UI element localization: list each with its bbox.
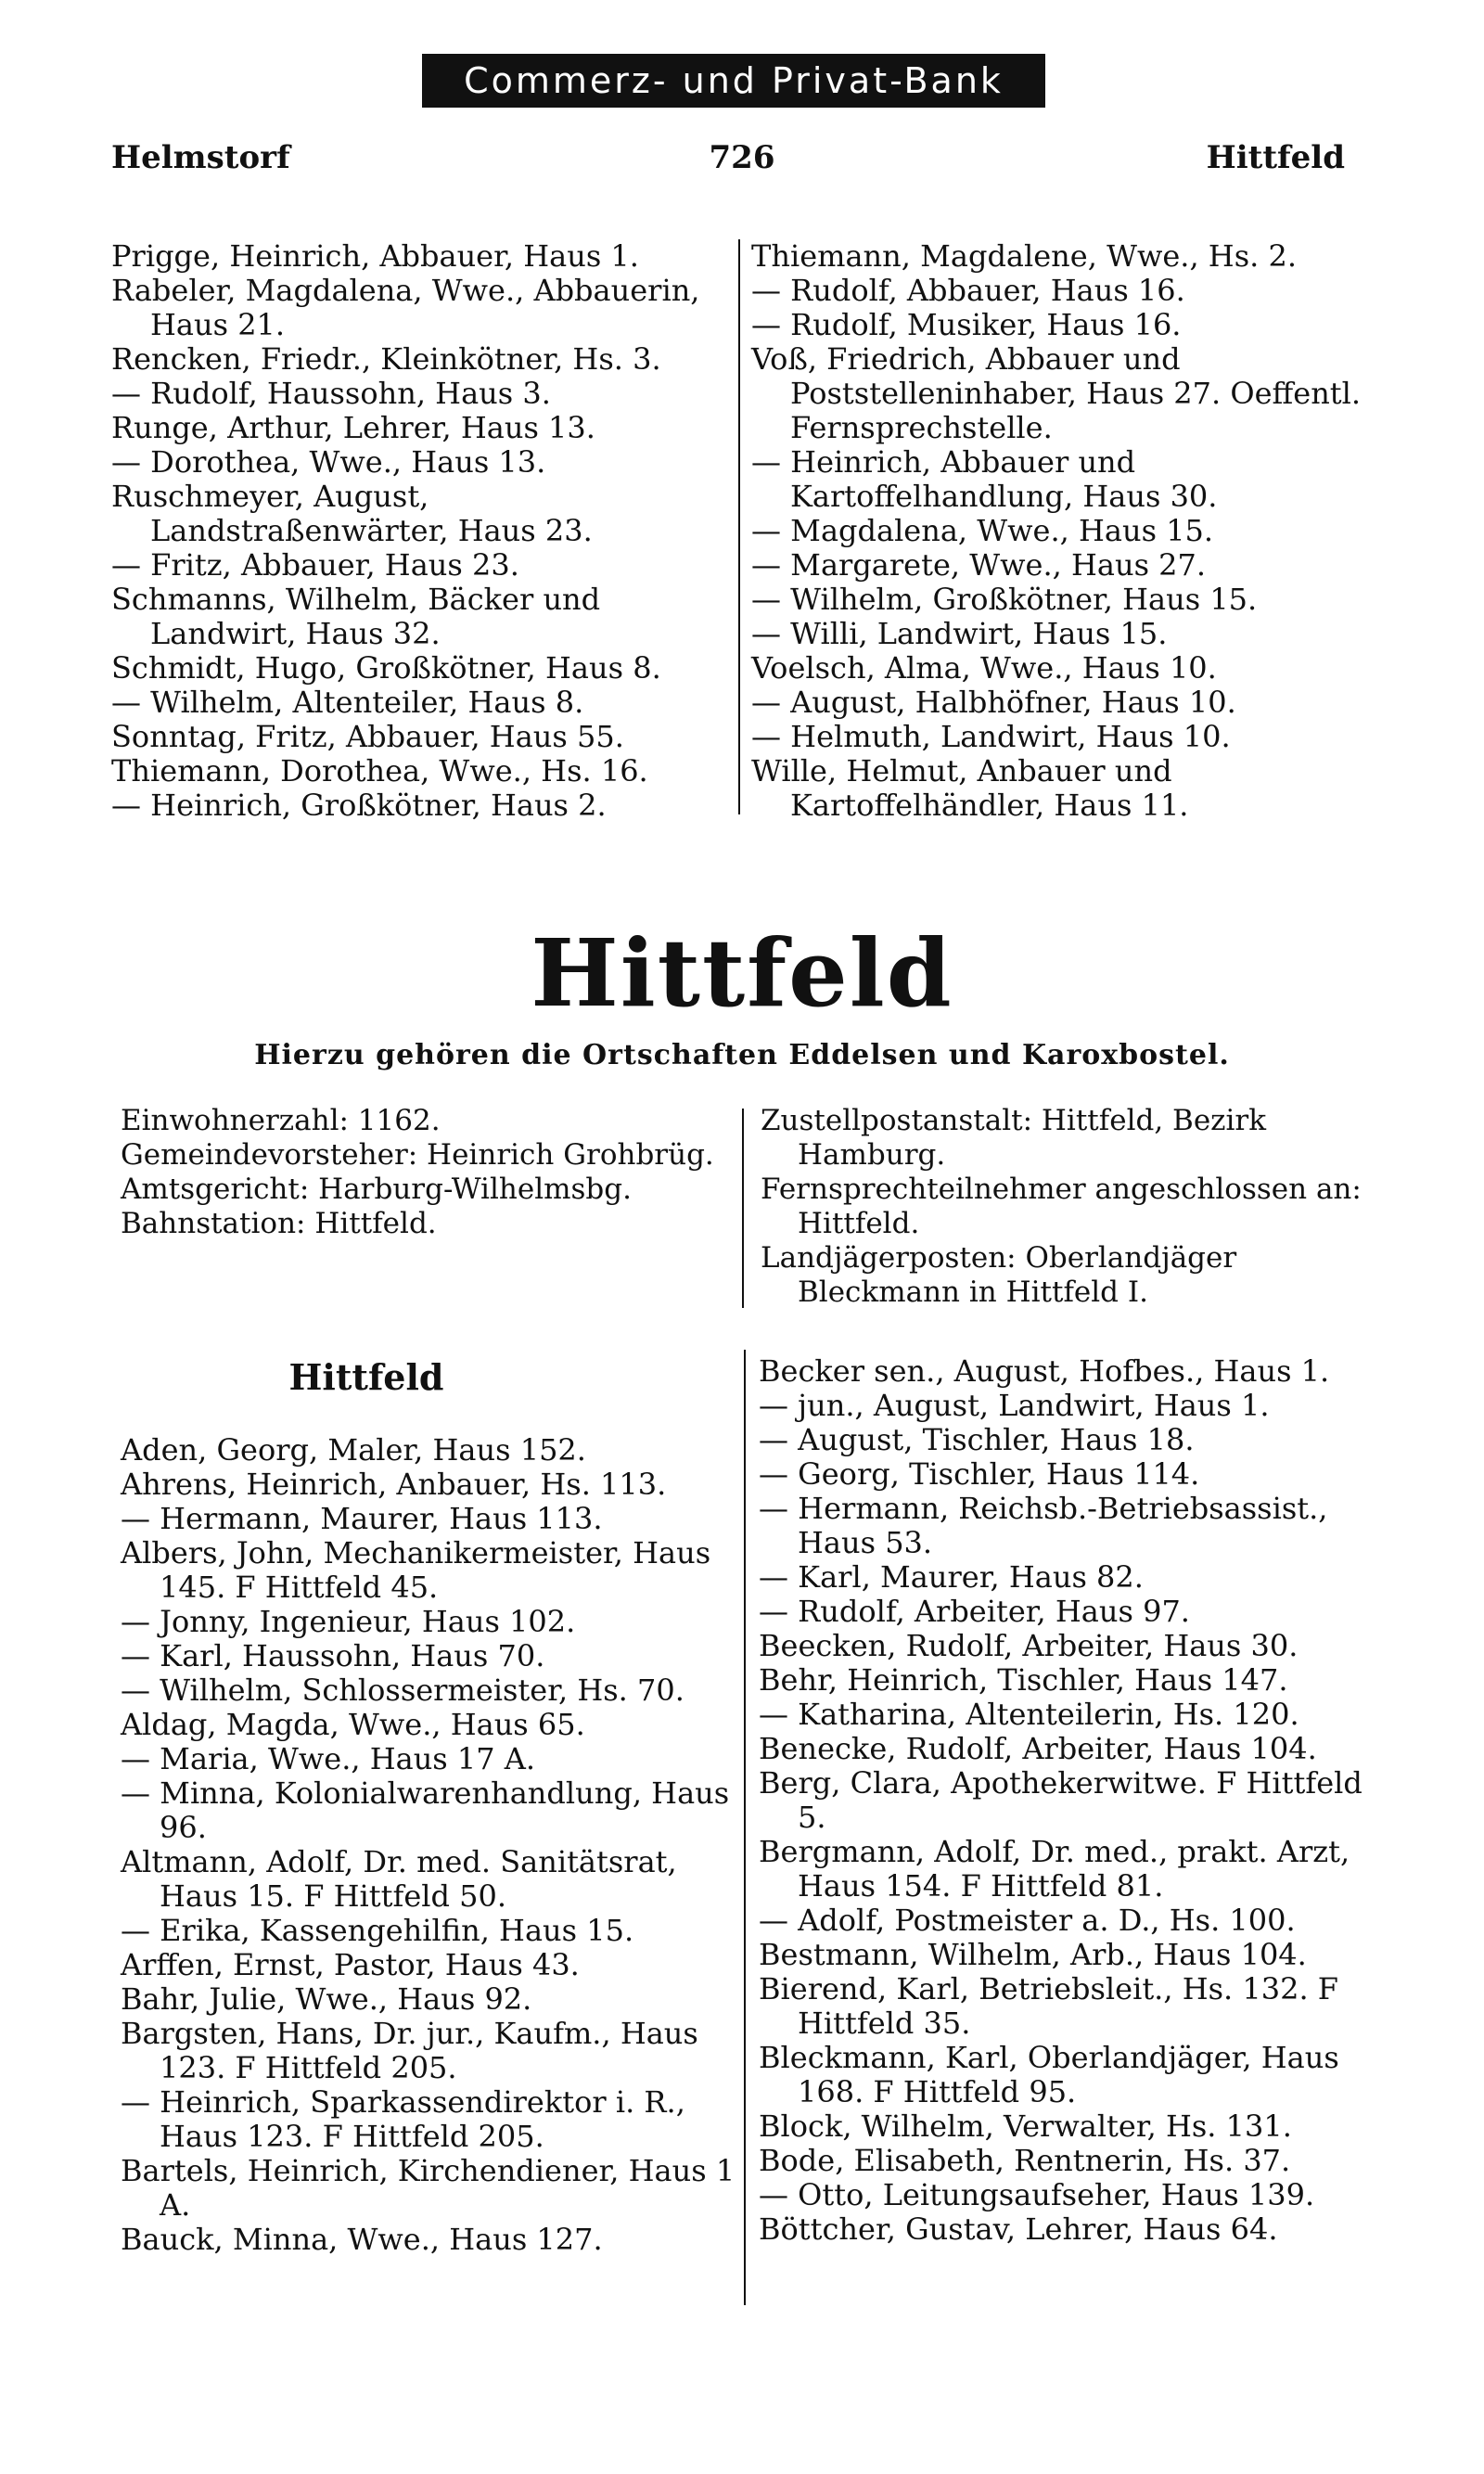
directory-entry: Böttcher, Gustav, Lehrer, Haus 64. — [759, 2211, 1278, 2247]
town-title: Hittfeld — [531, 918, 953, 1028]
town-info-item: Fernsprechteilnehmer angeschlossen an: Hittfeld. — [761, 1173, 1362, 1240]
directory-entry: Becker sen., August, Hofbes., Haus 1. — [759, 1353, 1330, 1389]
directory-entry: — Hermann, Maurer, Haus 113. — [121, 1501, 603, 1536]
directory-entry: Voß, Friedrich, Abbauer und Poststelleninhaber, Haus 27. Oeffentl. Fernsprechstelle. — [751, 341, 1362, 445]
directory-entry: — Wilhelm, Altenteiler, Haus 8. — [111, 685, 584, 720]
directory-entry: — Maria, Wwe., Haus 17 A. — [121, 1741, 536, 1776]
directory-entry: — Rudolf, Musiker, Haus 16. — [751, 307, 1182, 342]
directory-entry: Bleckmann, Karl, Oberlandjäger, Haus 168. F Hittfeld 95. — [759, 2040, 1339, 2109]
directory-entry: — Katharina, Altenteilerin, Hs. 120. — [759, 1697, 1299, 1732]
directory-entry: — Georg, Tischler, Haus 114. — [759, 1456, 1200, 1492]
directory-entry: Behr, Heinrich, Tischler, Haus 147. — [759, 1662, 1288, 1698]
directory-entry: Beecken, Rudolf, Arbeiter, Haus 30. — [759, 1628, 1298, 1663]
resident-list-right-column — [759, 1354, 1389, 2247]
directory-entry: Runge, Arthur, Lehrer, Haus 13. — [111, 410, 595, 445]
directory-entry: — Jonny, Ingenieur, Haus 102. — [121, 1604, 576, 1639]
directory-entry: — Wilhelm, Großkötner, Haus 15. — [751, 582, 1258, 617]
town-info-left — [121, 1104, 723, 1241]
running-head-left: Helmstorf — [111, 139, 290, 176]
directory-entry: Rencken, Friedr., Kleinkötner, Hs. 3. — [111, 341, 661, 377]
directory-entry: — Wilhelm, Schlossermeister, Hs. 70. — [121, 1673, 684, 1708]
directory-entry: Bauck, Minna, Wwe., Haus 127. — [121, 2222, 603, 2257]
directory-entry: — Karl, Haussohn, Haus 70. — [121, 1638, 545, 1673]
directory-entry: — Heinrich, Abbauer und Kartoffelhandlung, Haus 30. — [751, 444, 1218, 514]
directory-entry: — Heinrich, Sparkassendirektor i. R., Haus 123. F Hittfeld 205. — [121, 2084, 685, 2154]
directory-entry: — Erika, Kassengehilfin, Haus 15. — [121, 1913, 634, 1948]
town-info-item: Amtsgericht: Harburg-Wilhelmsbg. — [121, 1173, 632, 1206]
directory-entry: — Minna, Kolonialwarenhandlung, Haus 96. — [121, 1775, 730, 1845]
directory-entry: Altmann, Adolf, Dr. med. Sanitätsrat, Haus 15. F Hittfeld 50. — [121, 1844, 677, 1914]
directory-entry: Bestmann, Wilhelm, Arb., Haus 104. — [759, 1937, 1307, 1972]
directory-entry: — Margarete, Wwe., Haus 27. — [751, 547, 1207, 583]
directory-entry: Sonntag, Fritz, Abbauer, Haus 55. — [111, 719, 624, 754]
previous-town-right-column — [751, 239, 1382, 823]
directory-entry: Albers, John, Mechanikermeister, Haus 145. F Hittfeld 45. — [121, 1535, 711, 1605]
page-number: 726 — [709, 139, 775, 176]
directory-entry: — Dorothea, Wwe., Haus 13. — [111, 444, 546, 480]
directory-entry: Thiemann, Dorothea, Wwe., Hs. 16. — [111, 753, 648, 788]
directory-entry: — Hermann, Reichsb.-Betriebsassist., Haus 53. — [759, 1491, 1328, 1560]
directory-entry: — Helmuth, Landwirt, Haus 10. — [751, 719, 1231, 754]
directory-entry: — Rudolf, Arbeiter, Haus 97. — [759, 1594, 1190, 1629]
column-divider — [738, 239, 740, 814]
directory-entry: Prigge, Heinrich, Abbauer, Haus 1. — [111, 238, 639, 274]
directory-entry: Block, Wilhelm, Verwalter, Hs. 131. — [759, 2109, 1292, 2144]
directory-entry: Ahrens, Heinrich, Anbauer, Hs. 113. — [121, 1467, 667, 1502]
town-info-item: Gemeindevorsteher: Heinrich Grohbrüg. — [121, 1138, 714, 1172]
directory-entry: — August, Tischler, Haus 18. — [759, 1422, 1195, 1457]
directory-entry: Aden, Georg, Maler, Haus 152. — [121, 1432, 586, 1468]
directory-entry: Thiemann, Magdalene, Wwe., Hs. 2. — [751, 238, 1297, 274]
directory-entry: — Heinrich, Großkötner, Haus 2. — [111, 788, 607, 823]
directory-entry: Wille, Helmut, Anbauer und Kartoffelhändler, Haus 11. — [751, 753, 1189, 823]
town-info-item: Einwohnerzahl: 1162. — [121, 1104, 441, 1137]
directory-entry: — Rudolf, Haussohn, Haus 3. — [111, 376, 551, 411]
directory-entry: — Rudolf, Abbauer, Haus 16. — [751, 273, 1185, 308]
directory-entry: — Magdalena, Wwe., Haus 15. — [751, 513, 1214, 548]
directory-entry: Voelsch, Alma, Wwe., Haus 10. — [751, 650, 1217, 686]
resident-list-left-column — [121, 1433, 737, 2257]
directory-entry: — Karl, Maurer, Haus 82. — [759, 1559, 1144, 1595]
info-divider — [742, 1109, 744, 1308]
running-head-right: Hittfeld — [1206, 139, 1345, 176]
town-info-item: Bahnstation: Hittfeld. — [121, 1207, 437, 1240]
town-info-right — [761, 1104, 1373, 1310]
directory-entry: Benecke, Rudolf, Arbeiter, Haus 104. — [759, 1731, 1317, 1766]
bank-advert-banner: Commerz- und Privat-Bank — [422, 54, 1045, 108]
town-info-item: Landjägerposten: Oberlandjäger Bleckmann in Hittfeld I. — [761, 1241, 1237, 1309]
resident-list-heading: Hittfeld — [288, 1356, 444, 1398]
directory-entry: Ruschmeyer, August, Landstraßenwärter, Haus 23. — [111, 479, 593, 548]
list-divider — [744, 1350, 746, 2305]
directory-entry: Schmidt, Hugo, Großkötner, Haus 8. — [111, 650, 661, 686]
town-subtitle: Hierzu gehören die Ortschaften Eddelsen und Karoxbostel. — [254, 1039, 1230, 1071]
directory-entry: — August, Halbhöfner, Haus 10. — [751, 685, 1236, 720]
directory-entry: Bartels, Heinrich, Kirchendiener, Haus 1 A. — [121, 2153, 736, 2223]
directory-entry: — Adolf, Postmeister a. D., Hs. 100. — [759, 1903, 1296, 1938]
directory-entry: — Otto, Leitungsaufseher, Haus 139. — [759, 2177, 1315, 2212]
directory-entry: — Willi, Landwirt, Haus 15. — [751, 616, 1168, 651]
directory-entry: Bode, Elisabeth, Rentnerin, Hs. 37. — [759, 2143, 1291, 2178]
directory-entry: Bahr, Julie, Wwe., Haus 92. — [121, 1981, 532, 2017]
directory-entry: Arffen, Ernst, Pastor, Haus 43. — [121, 1947, 580, 1982]
directory-entry: Berg, Clara, Apothekerwitwe. F Hittfeld 5. — [759, 1765, 1362, 1835]
directory-entry: Schmanns, Wilhelm, Bäcker und Landwirt, Haus 32. — [111, 582, 601, 651]
directory-entry: Bargsten, Hans, Dr. jur., Kaufm., Haus 123. F Hittfeld 205. — [121, 2016, 698, 2085]
directory-entry: Bierend, Karl, Betriebsleit., Hs. 132. F Hittfeld 35. — [759, 1971, 1338, 2041]
directory-entry: Aldag, Magda, Wwe., Haus 65. — [121, 1707, 585, 1742]
town-info-item: Zustellpostanstalt: Hittfeld, Bezirk Hamburg. — [761, 1104, 1267, 1172]
directory-entry: — jun., August, Landwirt, Haus 1. — [759, 1388, 1270, 1423]
directory-entry: — Fritz, Abbauer, Haus 23. — [111, 547, 519, 583]
previous-town-left-column — [111, 239, 733, 823]
directory-entry: Bergmann, Adolf, Dr. med., prakt. Arzt, Haus 154. F Hittfeld 81. — [759, 1834, 1350, 1904]
directory-entry: Rabeler, Magdalena, Wwe., Abbauerin, Haus 21. — [111, 273, 700, 342]
